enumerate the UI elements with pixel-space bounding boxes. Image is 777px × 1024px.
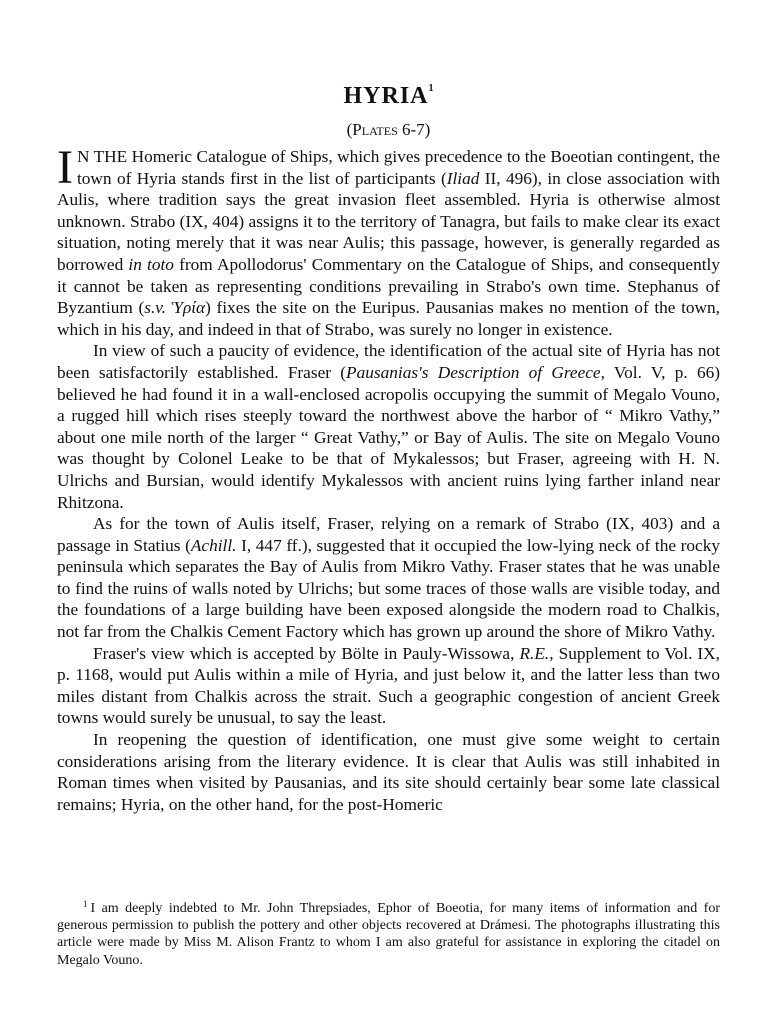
text-segment: , Supplement to Vol. IX, p. 1168, would put Aulis within a mile of Hyria, and just below it, and the latter less than two miles distant from Chalkis across the strait. Such a geographic congestion of ancient Greek towns would surely be unusual, to say the least. (57, 643, 720, 728)
text-segment: As for the town of Aulis itself, Fraser, relying on a remark of Strabo (IX, 403) and a passage in Statius ( (57, 514, 720, 555)
article-title (57, 74, 720, 111)
footnote-paragraph (57, 896, 720, 969)
text-segment: Fraser's view which is accepted by Bölte in Pauly-Wissowa, (93, 643, 520, 663)
text-segment: In reopening the question of identification, one must give some weight to certain considerations arising from the literary evidence. It is clear that Aulis was still inhabited in Roman times when visited by Pausanias, and its site should certainly bear some late classical remains; Hyria, on the other hand, for the post-Homeric (57, 730, 720, 814)
italic-text: Ὑρία (171, 298, 206, 318)
italic-text: Achill. (190, 535, 237, 555)
drop-cap: I (57, 141, 73, 194)
text-segment: I, 447 ff.), suggested that it occupied the low-lying neck of the rocky peninsula which separates the Bay of Aulis from Mikro Vathy. Fraser states that he was unable to find the ruins of walls noted by Ulrichs; but some traces of those walls are visible today, and the foundations of a large building have been exposed alongside the modern road to Chalkis, not far from the Chalkis Cement Factory which has grown up around the shore of Mikro Vathy. (57, 535, 721, 642)
plates-reference: (Plates 6-7) (346, 120, 431, 139)
article-body (57, 141, 721, 815)
italic-text: Iliad (446, 168, 480, 188)
article-page (57, 74, 720, 815)
text-segment: N THE Homeric Catalogue of Ships, which gives precedence to the Boeotian contingent, the town of Hyria stands first in the list of participants ( (76, 147, 720, 188)
footnote-text: I am deeply indebted to Mr. John Threpsiades, Ephor of Boeotia, for many items of information and for generous permission to publish the pottery and other objects recovered at Drámesi. The photographs illustrating this article were made by Miss M. Alison Frantz to whom I am also grateful for assistance in exploring the citadel on Megalo Vouno. (57, 901, 720, 968)
text-segment: In view of such a paucity of evidence, the identification of the actual site of Hyria has not been satisfactorily established. Fraser ( (57, 341, 720, 382)
body-paragraph (57, 643, 720, 729)
italic-text: R.E. (519, 643, 550, 663)
body-paragraph (57, 513, 720, 643)
italic-text: in toto (128, 254, 174, 274)
body-paragraph (57, 141, 721, 340)
italic-text: Pausanias's Description of Greece (346, 362, 601, 382)
text-segment: from Apollodorus' Commentary on the Catalogue of Ships, and consequently it cannot be taken as representing conditions prevailing in Strabo's own time. Stephanus of Byzantium ( (57, 254, 720, 318)
text-segment: ) fixes the site on the Euripus. Pausanias makes no mention of the town, which in his day, and indeed in that of Strabo, was surely no longer in existence. (57, 298, 720, 339)
text-segment: , Vol. V, p. 66) believed he had found it in a wall-enclosed acropolis occupying the summit of Megalo Vouno, a rugged hill which rises steeply toward the northwest above the harbor of “ Mikro Vathy,” about one mile north of the larger “ Great Vathy,” or Bay of Aulis. The site on Megalo Vouno was thought by Colonel Leake to be that of Mykalessos; but Fraser, agreeing with H. N. Ulrichs and Bursian, would identify Mykalessos with ancient ruins lying farther inland near Rhitzona. (57, 362, 720, 512)
title-text: HYRIA (343, 83, 429, 109)
footnote (57, 896, 720, 969)
body-paragraph (57, 729, 720, 815)
italic-text: s.v. (144, 298, 166, 318)
body-paragraph (57, 340, 720, 513)
title-footnote-ref[interactable]: 1 (428, 83, 434, 94)
footnote-marker: 1 (83, 899, 88, 909)
text-segment: II, 496), in close association with Aulis, where tradition says the great invasion fleet assembled. Hyria is otherwise almost unknown. Strabo (IX, 404) assigns it to the territory of Tanagra, but fails to make clear its exact situation, noting merely that it was near Aulis; this passage, however, is generally regarded as borrowed (57, 168, 721, 274)
